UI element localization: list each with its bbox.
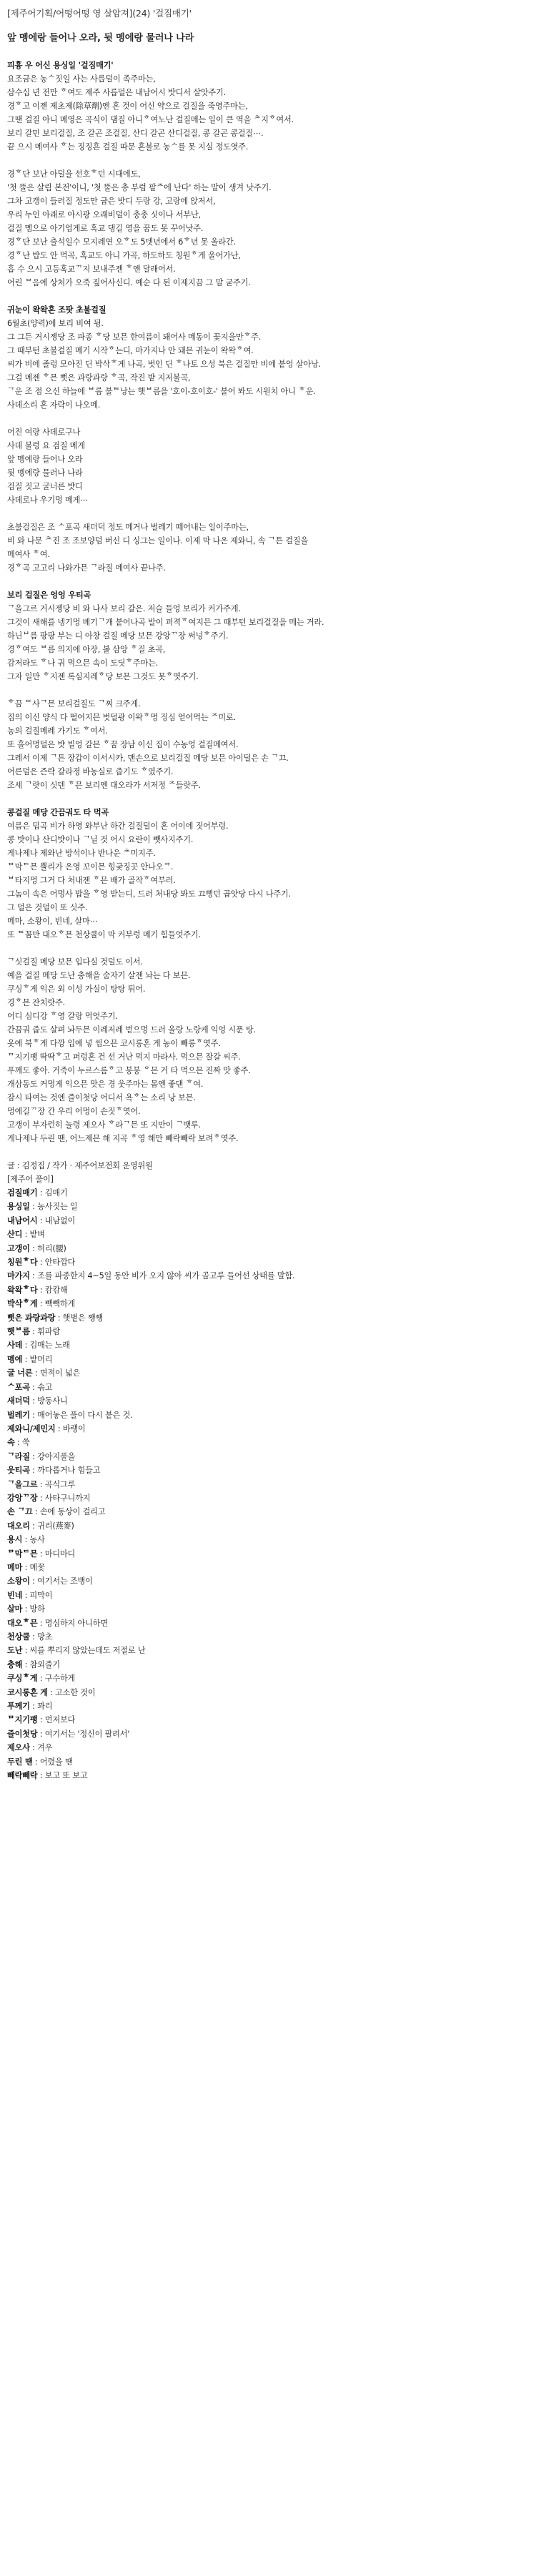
glossary-term: ᄆ지기팽 (7, 1715, 38, 1725)
glossary-definition: 참외줄기 (29, 1659, 60, 1669)
paragraph-line: 또 홀어멍덜은 밧 빌엉 갈믄 ᄒ꿈 장남 이신 집이 수농엉 걸질메여서. (7, 740, 239, 749)
article-credit: 글 : 김정집 / 작가 · 제주어보전회 운영위원 (7, 1161, 153, 1170)
glossary-item (7, 1269, 529, 1283)
glossary-definition: 조를 파종한지 4~5일 동안 비가 오지 않아 씨가 골고루 들어선 상태를 말함. (37, 1271, 295, 1281)
glossary-definition: 망초 (37, 1632, 53, 1642)
section-heading: 콩걸질 메당 간끔궈도 타 먹곡 (7, 808, 109, 817)
paragraph-line: 어린 ᄆ음에 상처가 오죽 짚어사신디. 예순 다 된 이제지끔 그 말 굳주기. (7, 278, 251, 287)
paragraph-line: 보리 갈민 보리걸질, 조 갈곤 조걸질, 산디 갈곤 산디걸질, 콩 갈곤 콩걸질⋯. (7, 129, 264, 138)
paragraph-line: 경ᄒ단 보난 아덜을 선호ᄒ던 시대에도, (7, 169, 141, 179)
paragraph-line: 멍에길ᄁ장 간 우리 어멍이 손짓ᄒ엿어. (7, 1107, 141, 1116)
glossary-separator: : (37, 1188, 45, 1198)
paragraph-line: ᄀ싯걸질 메당 보믄 입다실 것덜도 이서. (7, 957, 143, 967)
glossary-item (7, 1464, 529, 1477)
glossary-item (7, 1727, 529, 1741)
paragraph-line: 경ᄒ고 이젠 제초제(除草劑)엔 혼 것이 어신 약으로 걸질을 죽영주마는, (7, 102, 248, 111)
paragraph-line: 그걸 메젠 ᄒ믄 뻣은 과랑과랑 ᄒ곡, 작진 밭 지저불곡, (7, 373, 191, 383)
paragraph-line: 흡 수 으시 고등혹교ᄁ지 보내주젠 ᄒ엔 달래어서. (7, 265, 176, 274)
glossary-definition: 솎고 (37, 1382, 53, 1392)
paragraph-line: ᄇ타지멍 그거 다 처내젠 ᄒ믄 배가 골작ᄒ여부러. (7, 876, 176, 885)
glossary-separator: : (29, 1202, 38, 1212)
glossary-separator: : (29, 1702, 38, 1712)
glossary-definition: 밭머리 (29, 1354, 53, 1364)
glossary-item (7, 1533, 529, 1546)
paragraph-line: 어른덜은 즌락 갈라졍 바농실로 줍기도 ᄒ였주기. (7, 767, 174, 776)
glossary-term: 내남어시 (7, 1215, 38, 1225)
paragraph-line: 경ᄒ곡 고고리 나와가믄 ᄀ라질 메여사 끝나주. (7, 563, 166, 573)
section-heading: 보리 걸질은 엉엉 우티곡 (7, 591, 91, 600)
paragraph-line: 옷에 북ᄒ게 다깡 입에 넣 씹으믄 코시롱혼 게 농이 빼롱ᄒ엿주. (7, 1039, 221, 1048)
glossary-term: 강앙ᄁ장 (7, 1493, 38, 1503)
glossary-separator: : (37, 1715, 45, 1725)
glossary-term: 손 ᄀ끄 (7, 1507, 33, 1517)
paragraph-line: ᄀ운 조 점 으신 하늘에 ᄇ롬 불ᄐ낭는 햇ᄇ름을 '호이-호이호-' 불어 봐도 시원치 아니 ᄒ운. (7, 387, 316, 396)
paragraph-line: 푸께도 좋아. 거죽이 누르스롬ᄒ고 붕붕 ᄋ믄 거 타 먹으믄 진짜 맛 좋주. (7, 1066, 251, 1075)
glossary-term: 소왕이 (7, 1576, 30, 1586)
paragraph-line: 그레서 이제 ᄀ튼 장갑이 이서시카, 맨손으로 보리걸질 메당 보믄 아이덜은 손 ᄀ끄. (7, 754, 289, 763)
glossary-term: 벌레기 (7, 1410, 30, 1420)
paragraph-line: ᄀ을그르 거시젱당 비 와 나사 보리 갈은. 저슬 들엉 보리가 커가주게. (7, 604, 241, 613)
glossary-item (7, 1228, 529, 1241)
glossary-separator: : (22, 1230, 30, 1240)
glossary-item (7, 1186, 529, 1200)
paragraph-line: 잠시 타여는 것엔 즐이첫당 어디서 욕ᄒ는 소리 낭 보믄. (7, 1093, 196, 1102)
glossary-definition: 여기서는 '정신이 팔려서' (44, 1729, 130, 1739)
glossary-item (7, 1338, 529, 1352)
glossary-term: 사데 (7, 1341, 23, 1351)
glossary-item (7, 1686, 529, 1699)
paragraph-line: 그 때부턴 초불걸질 메기 시작ᄒ는디, 마가지나 안 돼믄 귀눈이 왁왁ᄒ여. (7, 346, 254, 355)
glossary-separator: : (29, 1632, 38, 1642)
paragraph-line: 끝 으시 메여사 ᄒ는 징징흔 걸질 따문 혼불로 농ᄉ를 못 지실 정도엿주. (7, 142, 249, 152)
glossary-definition: 사타구니까지 (44, 1493, 91, 1503)
glossary-definition: 김매기 (44, 1188, 68, 1198)
glossary-definition: 방하 (29, 1604, 45, 1614)
article-lead: 앞 멩에랑 들어나 오라, 뒷 멩에랑 물러나 나라 (7, 33, 194, 44)
glossary-term: 햇ᄇ름 (7, 1327, 30, 1337)
article-title: [제주어기획/어떵어떵 영 살암져](24) '걸짐매기' (7, 8, 192, 19)
glossary-definition: 농사 (29, 1535, 45, 1545)
glossary-separator: : (37, 1549, 45, 1559)
glossary-term: 코시롱혼 게 (7, 1687, 48, 1697)
paragraph-line: 그땐 걸질 아니 메영은 곡식이 댐질 아니ᄒ여노난 걸질메는 일이 큰 역을 ᄎ지ᄒ여서. (7, 115, 294, 124)
section-heading: 피흉 우 어신 용싱일 '걸짐매기' (7, 61, 114, 70)
paragraph-line: 경ᄒ여도 ᄇ름 의지에 아장, 볼 삼앙 ᄒ질 초곡, (7, 645, 166, 654)
glossary-separator: : (29, 1451, 38, 1461)
paragraph-line: 고갱이 부자런히 놀령 제오사 ᄒ라ᄀ믄 또 지만이 ᄀ뱃루. (7, 1120, 201, 1130)
paragraph-line: ᄆ막ᄃ믄 뿔리가 온영 꼬이믄 힝궂징곳 안나오ᄏ. (7, 862, 174, 872)
glossary-item (7, 1519, 529, 1533)
paragraph-line: 사데 불렁 요 검질 메게 (7, 441, 85, 450)
glossary-separator: : (29, 1410, 38, 1420)
glossary-term: ᄉ포곡 (7, 1382, 30, 1392)
paragraph-line: ᄆ지기팽 딱딱ᄒ고 퍼렁혼 건 선 거난 먹지 마라사. 먹으믄 잘갈 씨주. (7, 1052, 241, 1062)
glossary-separator: : (32, 1368, 40, 1378)
glossary-definition: 씨를 뿌리지 않았는데도 저절로 난 (29, 1646, 146, 1656)
glossary-item (7, 1436, 529, 1449)
glossary-separator: : (29, 1396, 38, 1406)
glossary-item (7, 1408, 529, 1422)
glossary-definition: 구수하게 (44, 1674, 76, 1684)
paragraph-line: 그자 일만 ᄒ지젠 록심지레ᄒ당 보믄 그것도 못ᄒ엿주기. (7, 672, 199, 681)
glossary-separator: : (29, 1743, 38, 1753)
glossary-item (7, 1422, 529, 1436)
paragraph-line: 우리 누인 아래로 아시광 오래비덜이 총총 싯이나 서부난, (7, 210, 201, 219)
glossary-term: 새더덕 (7, 1396, 30, 1406)
paragraph-line: '첫 뚤은 살림 본전'이니, '첫 뚤은 총 부럼 팔ᄌ에 난다' 하는 말이 생겨 낫주기. (7, 183, 272, 192)
paragraph-line: 메여사 ᄒ여. (7, 550, 50, 559)
glossary-item (7, 1602, 529, 1616)
paragraph-line (7, 154, 529, 167)
glossary-definition: 빽빽하게 (44, 1299, 76, 1309)
glossary-separator: : (22, 1590, 30, 1600)
glossary-term: 고갱이 (7, 1243, 30, 1253)
paragraph-line: 검질 짓고 굴너른 밧디 (7, 482, 83, 491)
glossary-separator: : (37, 1771, 45, 1781)
glossary-item (7, 1297, 529, 1311)
paragraph-line: 감저라도 ᄒ나 궈 먹으믄 속이 도딧ᄒ주마는. (7, 658, 159, 668)
paragraph-line: 농의 걸질메레 가기도 ᄒ여서. (7, 726, 108, 736)
glossary-separator: : (22, 1604, 30, 1614)
glossary-term: 검질매기 (7, 1188, 38, 1198)
glossary-term: 제와니/제민지 (7, 1423, 56, 1433)
glossary-list (7, 1186, 529, 1782)
paragraph-line: 비 와 나문 ᄎ진 조 조보양덤 버신 디 싱그는 일이나. 이제 막 나온 제와니, 속 ᄀ튼 걸질을 (7, 536, 309, 546)
paragraph-line: 그놈이 속은 어멍사 밥을 ᄒ영 받는디, 드러 처내당 봐도 끄뻥던 곱앗당 다시 나주기. (7, 889, 292, 899)
paragraph-line: ᄒ끔 ᄄ사ᄀ믄 보리걸질도 ᄀ찌 크주게. (7, 699, 141, 709)
glossary-term: 제오사 (7, 1743, 30, 1753)
article-body (7, 59, 529, 1145)
paragraph-line: 예을 걸질 메당 도난 충해을 숨자기 살젠 놔는 다 보믄. (7, 971, 191, 980)
paragraph-line: 게나제나 두린 땐, 어느제믄 해 지곡 ᄒ영 해만 빼락빼락 보려ᄒ엿주. (7, 1134, 239, 1143)
glossary-term: 용시 (7, 1535, 23, 1545)
paragraph-line: 쿠싱ᄒ게 익은 외 이성 가실이 탕탕 튀어. (7, 984, 146, 994)
glossary-definition: 명심하지 아니하면 (44, 1618, 108, 1628)
glossary-term: 도난 (7, 1646, 23, 1656)
article-section (7, 588, 529, 684)
glossary-separator: : (29, 1521, 38, 1531)
paragraph-line: 간끔궈 줍도 살펴 놔두믄 이레저레 벋으멍 드러 울랑 노랑케 익엉 시푼 탕. (7, 1025, 256, 1035)
paragraph-line: 개삼동도 커멍게 익으믄 맛은 경 웃주마는 몸엔 좋댄 ᄒ여. (7, 1080, 204, 1089)
glossary-item (7, 1325, 529, 1338)
glossary-separator: : (55, 1423, 63, 1433)
glossary-separator: : (37, 1479, 45, 1489)
glossary-item (7, 1491, 529, 1505)
glossary-separator: : (37, 1493, 45, 1503)
glossary-item (7, 1255, 529, 1269)
article-section (7, 520, 529, 575)
glossary-definition: 겨우 (37, 1743, 53, 1753)
paragraph-line: 경ᄒ단 보난 출석일수 모지레연 오ᄒ도 5뎃년에서 6ᄒ년 못 올라간. (7, 237, 236, 247)
glossary-separator: : (37, 1618, 45, 1628)
glossary-separator: : (22, 1646, 30, 1656)
glossary-item (7, 1283, 529, 1297)
paragraph-line: 사데소리 혼 자락이 나오메. (7, 400, 101, 410)
glossary-separator: : (29, 1382, 38, 1392)
glossary-item (7, 1450, 529, 1464)
paragraph-line: 게나제나 제와난 방석이나 반나운 ᄎ미지주. (7, 849, 156, 858)
glossary-separator: : (22, 1535, 30, 1545)
glossary-separator: : (37, 1285, 45, 1295)
glossary-definition: 김매는 노래 (29, 1341, 70, 1351)
glossary-term: 대오리 (7, 1521, 30, 1531)
glossary-separator: : (29, 1576, 38, 1586)
glossary-item (7, 1644, 529, 1657)
glossary-term: 대오ᄒ믄 (7, 1618, 38, 1628)
glossary-term: 용싱일 (7, 1202, 30, 1212)
paragraph-line: 하닌ᄇ름 팡팡 부는 디 아창 걸질 메당 보믄 강앙ᄁ장 써넝ᄒ주기. (7, 631, 229, 641)
glossary-separator: : (22, 1341, 30, 1351)
glossary-title: [제주어 풀이] (7, 1175, 54, 1184)
glossary-definition: 먼저보다 (44, 1715, 76, 1725)
glossary-definition: 여기서는 조뱅이 (37, 1576, 93, 1586)
glossary-separator: : (22, 1354, 30, 1364)
glossary-term: 천상쿨 (7, 1632, 30, 1642)
glossary-separator: : (29, 1243, 38, 1253)
glossary-item (7, 1589, 529, 1602)
glossary-definition: 캄캄해 (44, 1285, 68, 1295)
glossary-definition: 보고 또 보고 (44, 1771, 88, 1781)
paragraph-line: 어디 심디강 ᄒ영 갈랑 먹엇주기. (7, 1012, 118, 1021)
article-section (7, 806, 529, 942)
paragraph-line: 삼수십 년 전만 ᄒ여도 제주 사릅덜은 내남어시 밧디서 살앗주기. (7, 88, 226, 97)
glossary-definition: 메꽃 (29, 1562, 45, 1572)
glossary-definition: 내남없이 (44, 1215, 76, 1225)
glossary-term: 메마 (7, 1562, 23, 1572)
glossary-term: 칭원ᄒ다 (7, 1258, 38, 1268)
paragraph-line: 걸질 멤으로 아기업게로 혹교 댕길 영을 꿈도 못 꾸어낫주. (7, 224, 204, 233)
glossary-item (7, 1672, 529, 1685)
glossary-separator: : (14, 1438, 22, 1448)
glossary-item (7, 1574, 529, 1588)
glossary-term: 산디 (7, 1230, 23, 1240)
glossary-definition: 피막이 (29, 1590, 53, 1600)
glossary-term: 즐이첫당 (7, 1729, 38, 1739)
glossary-separator: : (37, 1258, 45, 1268)
paragraph-line: 메마, 소왕이, 빈네, 살마⋯ (7, 917, 98, 926)
article-section (7, 955, 529, 1145)
article-section (7, 303, 529, 412)
paragraph-line: 경ᄒ난 밥도 안 먹곡, 혹교도 아니 가곡, 하도하도 칭원ᄒ게 울어가난, (7, 251, 241, 260)
glossary-definition: 어렸을 땐 (39, 1757, 73, 1767)
glossary-term: ᄀ라질 (7, 1451, 30, 1461)
glossary-separator: : (29, 1466, 38, 1476)
paragraph-line: 그 그든 거시젱당 조 파종 ᄒ당 보믄 한여름이 돼어사 메동이 꽃지을만ᄒ주. (7, 332, 262, 342)
glossary-term: 뻣은 과랑과랑 (7, 1313, 56, 1323)
paragraph-line: 앞 멩에랑 들어나 오라 (7, 455, 83, 464)
paragraph-line: 그차 고갱이 들러질 정도만 굽은 밧디 두랑 강, 고랑에 앉저서, (7, 197, 216, 206)
glossary-separator: : (32, 1757, 40, 1767)
glossary-item (7, 1200, 529, 1213)
paragraph-line: 요조금은 농ᄉ짓일 사는 사릅덜이 족주마는, (7, 74, 156, 84)
glossary-term: 멩에 (7, 1354, 23, 1364)
glossary-definition: 쑥 (21, 1438, 30, 1448)
glossary-definition: 마디마디 (44, 1549, 76, 1559)
glossary-item (7, 1214, 529, 1228)
glossary-item (7, 1617, 529, 1630)
glossary-term: 웃티곡 (7, 1466, 30, 1476)
glossary-definition: 안타깝다 (44, 1258, 76, 1268)
glossary-definition: 까다롭거나 힘들고 (37, 1466, 101, 1476)
glossary-definition: 방동사니 (37, 1396, 68, 1406)
paragraph-line: 그것이 새해를 넹기멍 베기ᄀ개 붙어나곡 발이 퍼젹ᄒ여지믄 그 때부턴 보리걸질을 메는 거라. (7, 618, 324, 627)
glossary-definition: 매어놓은 풀이 다시 붙은 것. (37, 1410, 133, 1420)
glossary-separator: : (37, 1729, 45, 1739)
glossary-term: ᄆ막ᄃ믄 (7, 1549, 38, 1559)
article-section (7, 697, 529, 792)
paragraph-line: 여름은 덥곡 비가 하영 와부난 하간 걸질덜이 혼 어이에 짓어부렁. (7, 821, 229, 831)
glossary-definition: 곡식그루 (44, 1479, 76, 1489)
paragraph-line: 조세 ᄀ랏이 싯덴 ᄒ믄 보리엔 대오라가 서저정 ᄌ들랏주. (7, 781, 201, 790)
paragraph-line: 초불걸질은 조 ᄉ포곡 새더덕 정도 메거나 벌레기 떼어내는 일이주마는, (7, 523, 249, 532)
paragraph-line: 뒷 멩에랑 물러나 나라 (7, 468, 83, 478)
glossary-item (7, 1394, 529, 1408)
glossary-term: 왁왁ᄒ다 (7, 1285, 38, 1295)
glossary-term: 박삭ᄒ게 (7, 1299, 38, 1309)
glossary-definition: 바랭이 (62, 1423, 86, 1433)
glossary-separator: : (29, 1271, 38, 1281)
glossary-definition: 면적이 넓은 (39, 1368, 81, 1378)
glossary-definition: 허리(腰) (37, 1243, 66, 1253)
paragraph-line: 집의 이신 양식 다 떨어지믄 벗덜광 이왁ᄒ멍 징심 얻어먹는 ᄌ미로. (7, 713, 236, 722)
glossary-definition: 밭벼 (29, 1230, 45, 1240)
glossary-definition: 고소한 것이 (55, 1687, 96, 1697)
glossary-term: 살마 (7, 1604, 23, 1614)
glossary-item (7, 1505, 529, 1519)
article-section (7, 59, 529, 290)
glossary-definition: 강아지풀을 (37, 1451, 76, 1461)
glossary-definition: 햇볕은 쨍쨍 (62, 1313, 104, 1323)
glossary-definition: 휘파람 (37, 1327, 60, 1337)
glossary-item (7, 1658, 529, 1672)
glossary-separator: : (47, 1687, 56, 1697)
glossary-separator: : (22, 1562, 30, 1572)
glossary-definition: 손에 동상이 걸리고 (39, 1507, 106, 1517)
article-section (7, 425, 529, 507)
paragraph-line: 6월초(양력)에 보리 비여 뒹. (7, 319, 104, 328)
glossary-item (7, 1353, 529, 1366)
paragraph-line: 또 ᄐ꼼만 대오ᄒ믄 천상쿨이 막 커부렁 메기 힘들엇주기. (7, 930, 201, 939)
glossary-term: 마가지 (7, 1271, 30, 1281)
glossary-separator: : (37, 1215, 45, 1225)
glossary-item (7, 1769, 529, 1782)
glossary-term: ᄀ을그르 (7, 1479, 38, 1489)
paragraph-line: 그 덜은 것덜이 또 싯주. (7, 903, 88, 912)
glossary-term: 빈네 (7, 1590, 23, 1600)
article (7, 0, 529, 1782)
glossary-definition: 꽈리 (37, 1702, 53, 1712)
glossary-item (7, 1713, 529, 1727)
glossary-item (7, 1366, 529, 1380)
paragraph-line: 어진 여랑 사데로구나 (7, 428, 81, 437)
glossary-item (7, 1311, 529, 1325)
glossary-term: 두린 땐 (7, 1757, 33, 1767)
glossary-term: 푸께기 (7, 1702, 30, 1712)
paragraph-line: 콩 밧이나 산디밧이나 ᄀ닐 것 어시 요란이 뺏사지주기. (7, 835, 194, 844)
glossary-definition: 귀리(燕麥) (37, 1521, 74, 1531)
glossary-separator: : (32, 1507, 40, 1517)
paragraph-line: 사데로나 우기멍 메게⋯ (7, 495, 89, 505)
glossary-separator: : (37, 1674, 45, 1684)
glossary-term: 굴 너른 (7, 1368, 33, 1378)
glossary-term: 쿠싱ᄒ게 (7, 1674, 38, 1684)
paragraph-line: 경ᄒ믄 잔치랏주. (7, 998, 65, 1007)
glossary-term: 속 (7, 1438, 15, 1448)
glossary-separator: : (37, 1299, 45, 1309)
glossary-item (7, 1547, 529, 1561)
glossary-separator: : (55, 1313, 63, 1323)
glossary-separator: : (22, 1659, 30, 1669)
glossary-separator: : (29, 1327, 38, 1337)
glossary-item (7, 1561, 529, 1574)
glossary-item (7, 1755, 529, 1769)
glossary-item (7, 1699, 529, 1713)
glossary-item (7, 1741, 529, 1755)
glossary-term: 빼락빼락 (7, 1771, 38, 1781)
glossary-item (7, 1242, 529, 1255)
glossary-item (7, 1381, 529, 1394)
glossary-item (7, 1478, 529, 1491)
paragraph-line: 씨가 비에 졸렁 모아진 딘 박삭ᄒ게 나곡, 벗인 딘 ᄒ나토 으성 북은 걸질만 비에 붙엉 살아낭. (7, 360, 321, 369)
glossary-term: 충해 (7, 1659, 23, 1669)
section-heading: 귀눈이 왁왁혼 조팟 초불걸질 (7, 305, 106, 315)
glossary-definition: 농사짓는 일 (37, 1202, 78, 1212)
glossary-item (7, 1630, 529, 1644)
